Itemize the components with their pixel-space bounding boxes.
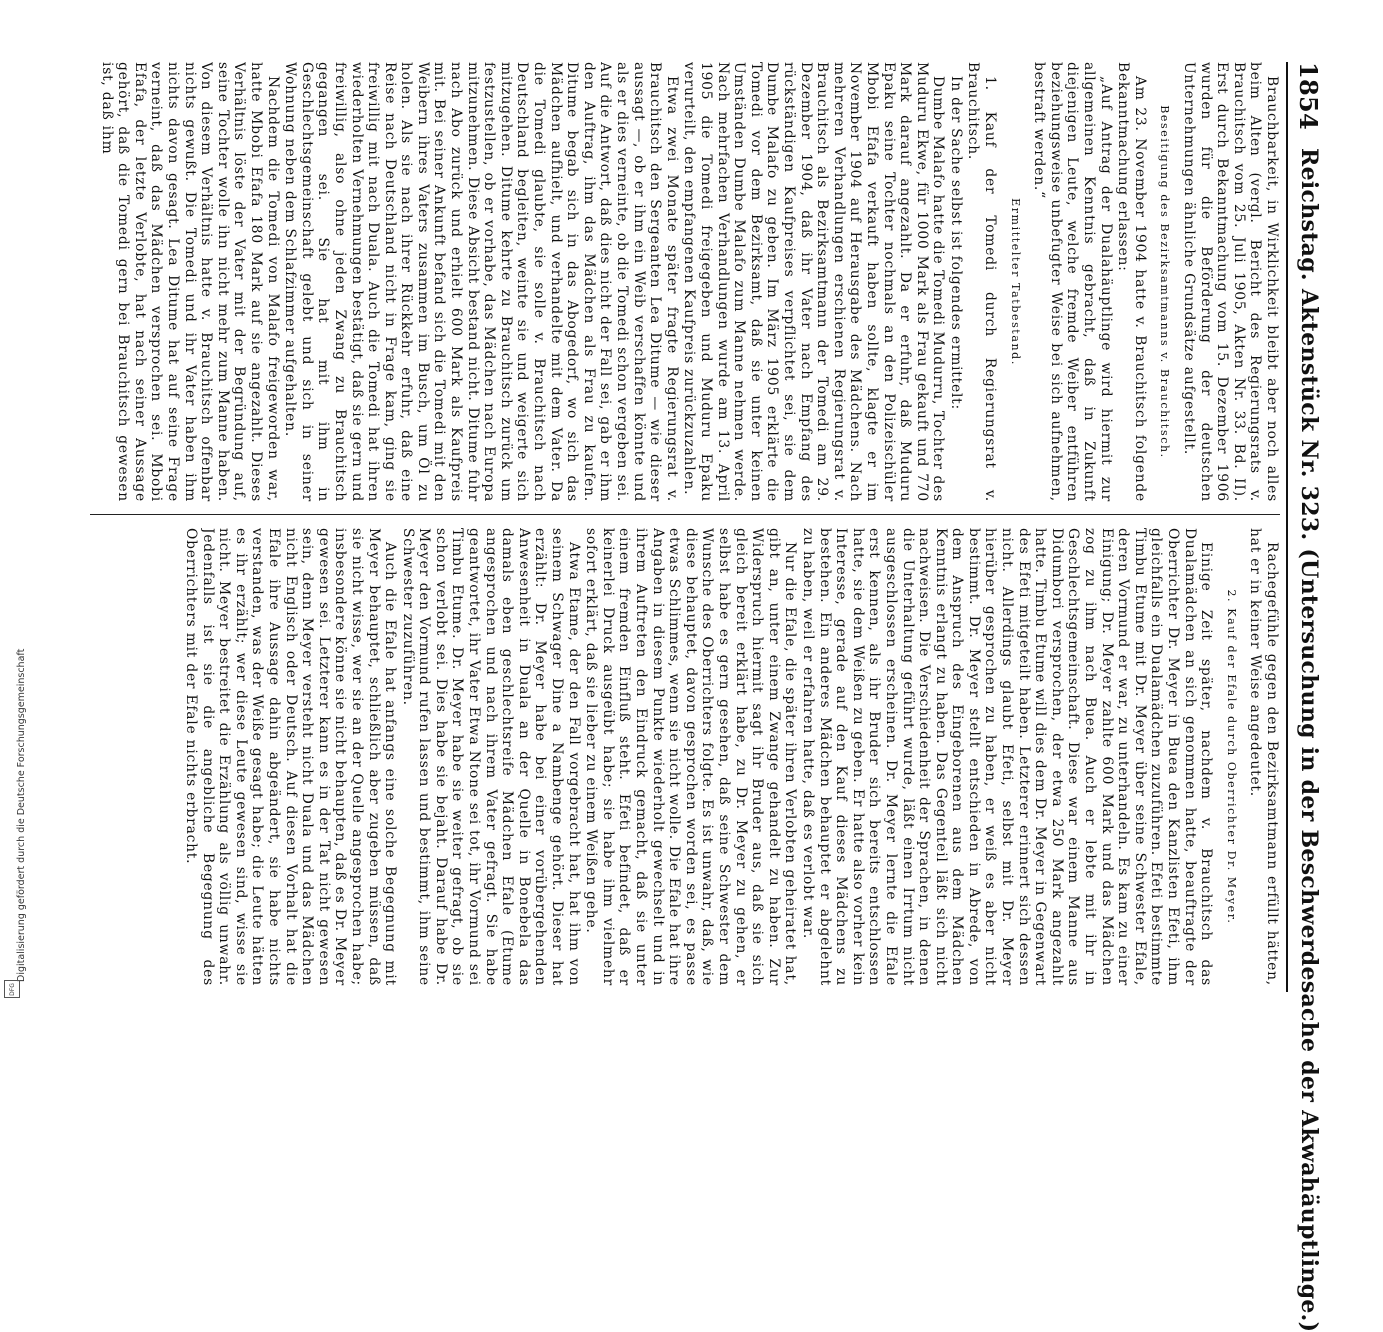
column-divider <box>90 514 1280 515</box>
paragraph: Am 23. November 1904 hatte v. Brauchitsch folgende Bekanntmachung erlassen: <box>1115 62 1148 502</box>
digitization-footer: Digitalisierung gefördert durch die Deutsche Forschungsgemeinschaft <box>16 648 27 982</box>
paragraph: Brauchbarkeit, in Wirklichkeit bleibt aber noch alles beim Alten (vergl. Bericht des Regierungsrats v. Brauchitsch vom 25. Juli 1905, Akten Nr. 33. Bd. II). Erst durch Bekanntmachung vom 15. Dezember 1906 wurden für die Beförderung der deutschen Unternehmungen ähnliche Grundsätze aufgestellt. <box>1181 62 1280 502</box>
header-title-reichstag: Reichstag. <box>1296 148 1322 281</box>
dfg-logo-icon: DFG <box>4 980 20 998</box>
paragraph: „Auf Antrag der Dualahäuptlinge wird hiermit zur allgemeinen Kenntnis gebracht, daß in Zukunft diejenigen Leute, welche fremde Weiber entführen beziehungsweise unbefugter Weise bei sich aufnehmen, bestraft werden.“ <box>1031 62 1114 502</box>
paragraph: 1. Kauf der Tomedi durch Regierungsrat v. Brauchitsch. <box>965 62 999 502</box>
rotated-document-page <box>80 62 1330 1332</box>
paragraph: Etwa zwei Monate später fragte Regierungsrat v. Brauchitsch den Sergeanten Lea Ditume — wie dieser aussagt —, ob er ihm ein Weib verschaffen könnte und als er dies verneinte, ob die Tomedi schon vergeben sei. Auf die Antwort, daß dies nicht der Fall sei, gab er ihm den Auftrag, ihm das Mädchen als Frau zu kaufen. Ditume begab sich in das Abogedorf, wo sich das Mädchen aufhielt, und verhandelte mit dem Vater. Da die Tomedi glaubte, sie solle v. Brauchitsch nach Deutschland begleiten, weinte sie und weigerte sich mitzugehen. Ditume kehrte zu Brauchitsch zurück um festzustellen, ob er vorhabe, das Mädchen nach Europa mitzunehmen. Diese Absicht bestand nicht. Ditume fuhr nach Abo zurück und erhielt 600 Mark als Kaufpreis mit. Bei seiner Ankunft befand sich die Tomedi mit den Weibern ihres Vaters zusammen im Busch, um Öl zu holen. Als sie nach ihrer Rückkehr erfuhr, daß eine Reise nach Deutschland nicht in Frage kam, ging sie freiwillig mit nach Duala. Auch die Tomedi hat ihren wiederholten Vernehmungen bestätigt, daß sie gern und freiwillig, also ohne jeden Zwang zu Brauchitsch gegangen sei. Sie hat mit ihm in Geschlechtsgemeinschaft gelebt und sich in seiner Wohnung neben dem Schlafzimmer aufgehalten. <box>282 62 680 502</box>
paragraph: Auch die Efale hat anfangs eine solche Begegnung mit Meyer behauptet, schließlich aber zugeben müssen, daß sie nicht wisse, wer sie an der Quelle angesprochen habe; insbesondere könne sie nicht behaupten, daß es Dr. Meyer gewesen sei. Letzterer kann es in der Tat nicht gewesen sein, denn Meyer versteht nicht Duala und das Mädchen nicht Englisch oder Deutsch. Auf diesen Vorhalt hat die Efale ihre Aussage dahin abgeändert, sie habe nichts verstanden, was der Weiße gesagt habe; die Leute hätten es ihr erzählt; wer diese Leute gewesen sind, wisse sie nicht. Meyer bestreitet die Erzählung als völlig unwahr. Jedenfalls ist sie die angebliche Begegnung des Oberrichters mit der Efale nichts erbracht. <box>183 528 399 986</box>
paragraph: In der Sache selbst ist folgendes ermittelt: <box>947 76 964 410</box>
paragraph: Rachegefühle gegen den Bezirksamtmann erfüllt hätten, hat er in keiner Weise angedeutet. <box>1247 528 1280 986</box>
paragraph: Nachdem die Tomedi von Malafo freigeworden war, hatte Mbobi Efafa 180 Mark auf sie angezahlt. Dieses Verhältnis löste der Vater mit der Begründung auf, seine Tochter wolle ihn nicht mehr zum Manne haben. Von diesem Verhältnis hatte v. Brauchitsch offenbar nichts gewußt. Die Tomedi und ihr Vater haben ihm nichts davon gesagt. Lea Ditume hat auf seine Frage verneint, daß das Mädchen versprochen sei. Mbobi Efafa, der letzte Verlobte, hat nach seiner Aussage gehört, daß die Tomedi gern bei Brauchitsch gewesen ist, daß ihm <box>98 62 281 502</box>
text-column-right <box>90 528 1280 986</box>
page-header <box>1286 62 1330 1332</box>
section-subheading: Ermittelter Tatbestand. <box>1008 198 1022 366</box>
paragraph: Atwa Etame, der den Fall vorgebracht hat, hat ihm von seinem Schwager Dine a Nambenge gehört. Dieser hat erzählt: Dr. Meyer habe bei einer vorübergehenden Anwesenheit in Duala an der Quelle in Bonebela das damals eben geschlechtsreife Mädchen Efale (Etume angesprochen und nach ihrem Vater gefragt. Sie habe geantwortet, ihr Vater Etwa Ntone sei tot, ihr Vormund sei Timbu Etume. Dr. Meyer habe sie weiter gefragt, ob sie schon verlobt sei. Dies habe sie bejaht. Darauf habe Dr. Meyer den Vormund rufen lassen und bestimmt, ihm seine Schwester zuzuführen. <box>399 528 582 986</box>
section-subheading: 2. Kauf der Efale durch Oberrichter Dr. Meyer. <box>1224 589 1238 925</box>
header-title-document: Aktenstück Nr. 323. (Untersuchung in der Beschwerdesache der Akwahäuptlinge.) <box>1296 288 1322 1332</box>
paragraph: Einige Zeit später, nachdem v. Brauchitsch das Dualamädchen an sich genommen hatte, beauftragte der Oberrichter Dr. Meyer in Buea den Kanzlisten Efeti, ihm gleichfalls ein Dualamädchen zuzuführen. Efeti bestimmte Timbu Etume mit Dr. Meyer über seine Schwester Efale, deren Vormund er war, zu unterhandeln. Es kam zu einer Einigung; Dr. Meyer zahlte 600 Mark und das Mädchen zog zu ihm nach Buea. Auch er lebte mit ihr in Geschlechtsgemeinschaft. Diese war einem Manne aus Didumbori versprochen, der etwa 250 Mark angezahlt hatte. Timbu Etume will dies dem Dr. Meyer in Gegenwart des Efeti mitgeteilt haben. Letzterer erinnert sich dessen nicht. Allerdings glaubt Efeti, selbst mit Dr. Meyer hierüber gesprochen zu haben, er weiß es aber nicht bestimmt. Dr. Meyer stellt entschieden in Abrede, von dem Anspruch des Eingeborenen aus dem Mädchen Kenntnis erlangt zu haben. Das Gegenteil läßt sich nicht nachweisen. Die Verschiedenheit der Sprachen, in denen die Unterhaltung geführt wurde, läßt einen Irrtum nicht ausgeschlossen erscheinen. Dr. Meyer lernte die Efale erst kennen, als ihr Bruder sich bereits entschlossen hatte, sie dem Weißen zu geben. Er hatte also vorher kein Interesse, gerade auf den Kauf dieses Mädchens zu bestehen. Ein anderes Mädchen behauptet er abgelehnt zu haben, weil er erfahren hatte, daß es verlobt war. <box>799 528 1215 986</box>
paragraph: Nur die Efale, die später ihren Verlobten geheiratet hat, gibt an, unter einem Zwange gehandelt zu haben. Zur Widerspruch hiermit sagt ihr Bruder aus, daß sie sich gleich bereit erklärt habe, zu Dr. Meyer zu gehen, er selbst habe es gern gesehen, daß seine Schwester dem Wunsche des Oberrichters folgte. Es ist unwahr, daß, wie diese behauptet, davon gesprochen worden sei, es passe etwas Schlimmes, wenn sie nicht wolle. Die Efale hat ihre Angaben in diesem Punkte wiederholt gewechselt und in ihrem Auftreten den Eindruck gemacht, daß sie unter einem fremden Einfluß steht. Efeti befindet, daß er keinerlei Druck ausgeübt habe; sie habe ihm vielmehr sofort erklärt, daß sie lieber zu einem Weißen gehe. <box>583 528 799 986</box>
paragraph: Dumbe Malafo hatte die Tomedi Mudurru, Tochter des Muduru Ekwe, für 1000 Mark als Frau gekauft und 770 Mark darauf angezahlt. Da er erfuhr, daß Muduru Epaku seine Tochter nochmals an den Polizeischüler Mbobi Efafa verkauft haben sollte, klagte er im November 1904 auf Herausgabe des Mädchens. Nach mehreren Verhandlungen erschienen Regierungsrat v. Brauchitsch als Bezirksamtmann der Tomedi am 29. Dezember 1904, daß ihr Vater nach Empfang des rückständigen Kaufpreises verpflichtet sei, sie dem Dumbe Malafo zu geben. Im März 1905 erklärte die Tomedi vor dem Bezirksamt, daß sie unter keinen Umständen Dumbe Malafo zum Manne nehmen werde. Nach mehrfachen Verhandlungen wurde am 13. April 1905 die Tomedi freigegeben und Muduru Epaku verurteilt, den empfangenen Kaufpreis zurückzuzahlen. <box>681 62 947 502</box>
page-number: 1854 <box>1294 62 1324 130</box>
section-subheading: Beseitigung des Bezirksamtmanns v. Brauchitsch. <box>1158 105 1172 459</box>
text-column-left <box>90 62 1280 502</box>
